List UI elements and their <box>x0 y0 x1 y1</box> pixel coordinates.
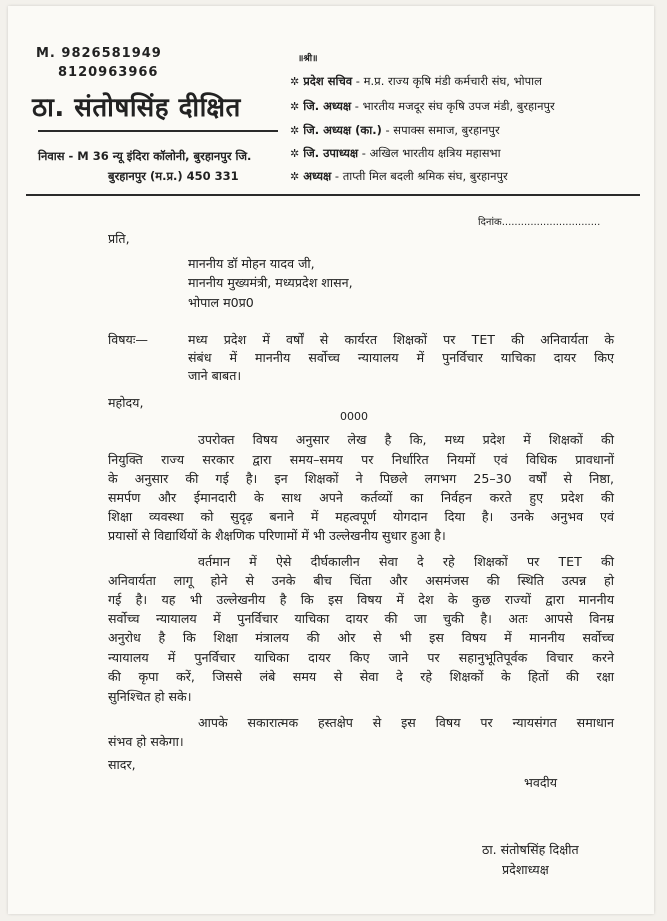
para2-line-7: की कृपा करें, जिससे लंबे समय से सेवा दे रहे शिक्षकों के हितों की रक्षा <box>108 669 614 684</box>
asterisk-icon: ✲ <box>290 147 300 160</box>
phone-1: M. 9826581949 <box>36 46 162 61</box>
para2-line-3: गई है। यह भी उल्लेखनीय है कि इस विषय में देश के कुछ राज्यों द्वारा माननीय <box>108 592 614 607</box>
asterisk-icon: ✲ <box>290 100 300 113</box>
closing: सादर, <box>108 757 136 772</box>
post-title-2: जि. अध्यक्ष <box>303 99 352 113</box>
para1-line-2: नियुक्ति राज्य सरकार द्वारा समय–समय पर निर्धारित नियमों एवं विधिक प्रावधानों <box>108 452 614 467</box>
post-org-5: - ताप्ती मिल बदली श्रमिक संघ, बुरहानपुर <box>331 169 508 183</box>
post-org-2: - भारतीय मजदूर संघ कृषि उपज मंडी, बुरहानपुर <box>351 99 555 113</box>
salutation: महोदय, <box>108 395 144 410</box>
post-org-3: - सपाक्स समाज, बुरहानपुर <box>381 123 500 137</box>
post-line-4 <box>290 146 501 161</box>
para1-line-4: समर्पण और ईमानदारी के साथ अपने कर्तव्यों का निर्वहन करते हुए प्रदेश की <box>108 490 614 505</box>
subject-line-3: जाने बाबत। <box>188 368 242 383</box>
address-line-2: बुरहानपुर (म.प्र.) 450 331 <box>108 169 239 183</box>
date-field: दिनांक............................... <box>478 217 601 228</box>
para1-line-1: उपरोक्त विषय अनुसार लेख है कि, मध्य प्रदेश में शिक्षकों की <box>198 432 614 447</box>
recipient-line-1: माननीय डॉ मोहन यादव जी, <box>188 256 315 271</box>
address-line-1: निवास - M 36 न्यू इंदिरा कॉलोनी, बुरहानपुर जि. <box>38 149 252 163</box>
post-title-5: अध्यक्ष <box>303 169 332 183</box>
para2-line-4: सर्वोच्च न्यायालय में पुनर्विचार याचिका दायर की जा चुकी है। अतः आपसे विनम्र <box>108 611 614 626</box>
para3-line-1: आपके सकारात्मक हस्तक्षेप से इस विषय पर न्यायसंगत समाधान <box>198 715 614 730</box>
letter-page <box>8 6 654 914</box>
subject-label: विषयः— <box>108 332 148 347</box>
signature-title: प्रदेशाध्यक्ष <box>502 862 549 877</box>
para2-line-6: न्यायालय में पुनर्विचार याचिका दायर किए जाने पर सहानुभूतिपूर्वक विचार करने <box>108 650 614 665</box>
asterisk-icon: ✲ <box>290 124 300 137</box>
subject-line-2: संबंध में माननीय सर्वोच्च न्यायालय में पुनर्विचार याचिका दायर किए <box>188 350 614 365</box>
phone-2: 8120963966 <box>58 65 159 80</box>
letterhead-divider <box>26 194 640 196</box>
post-title-3: जि. अध्यक्ष (का.) <box>303 123 382 137</box>
recipient-line-2: माननीय मुख्यमंत्री, मध्यप्रदेश शासन, <box>188 275 353 290</box>
para2-line-1: वर्तमान में ऐसे दीर्घकालीन सेवा दे रहे शिक्षकों पर TET की <box>198 554 614 569</box>
para1-line-3: के अनुसार की गई है। इन शिक्षकों ने पिछले लगभग 25–30 वर्षों से निष्ठा, <box>108 471 614 486</box>
post-line-2 <box>290 99 555 114</box>
prati: प्रति, <box>108 231 130 246</box>
para3-line-2: संभव हो सकेगा। <box>108 734 184 749</box>
post-title-1: प्रदेश सचिव <box>303 74 353 88</box>
post-org-1: - म.प्र. राज्य कृषि मंडी कर्मचारी संघ, भोपाल <box>352 74 542 88</box>
post-title-4: जि. उपाध्यक्ष <box>303 146 359 160</box>
subject-line-1: मध्य प्रदेश में वर्षों से कार्यरत शिक्षकों पर TET की अनिवार्यता के <box>188 332 614 347</box>
post-line-1 <box>290 74 542 89</box>
para2-line-5: अनुरोध है कि शिक्षा मंत्रालय की ओर से भी इस विषय में माननीय सर्वोच्च <box>108 630 614 645</box>
recipient-line-3: भोपाल म0प्र0 <box>188 295 254 310</box>
asterisk-icon: ✲ <box>290 170 300 183</box>
para1-line-6: प्रयासों से विद्यार्थियों के शैक्षणिक परिणामों में भी उल्लेखनीय सुधार हुआ है। <box>108 528 446 543</box>
signature-name: ठा. संतोषसिंह दिक्षीत <box>482 842 579 857</box>
letterhead-name: ठा. संतोषसिंह दीक्षित <box>32 93 241 123</box>
para1-line-5: शिक्षा व्यवस्था को सुदृढ़ बनाने में महत्वपूर्ण योगदान दिया है। उनके अनुभव एवं <box>108 509 614 524</box>
bhavdiya: भवदीय <box>524 775 558 790</box>
para2-line-2: अनिवार्यता लागू होने से उनके बीच चिंता और असमंजस की स्थिति उत्पन्न हो <box>108 573 614 588</box>
separator: 0000 <box>340 410 368 423</box>
asterisk-icon: ✲ <box>290 75 300 88</box>
post-line-5 <box>290 169 508 184</box>
shri-mark: ॥श्री॥ <box>298 54 318 64</box>
name-underline <box>38 130 278 132</box>
post-line-3 <box>290 123 500 138</box>
para2-line-8: सुनिश्चित हो सके। <box>108 689 192 704</box>
post-org-4: - अखिल भारतीय क्षत्रिय महासभा <box>358 146 501 160</box>
